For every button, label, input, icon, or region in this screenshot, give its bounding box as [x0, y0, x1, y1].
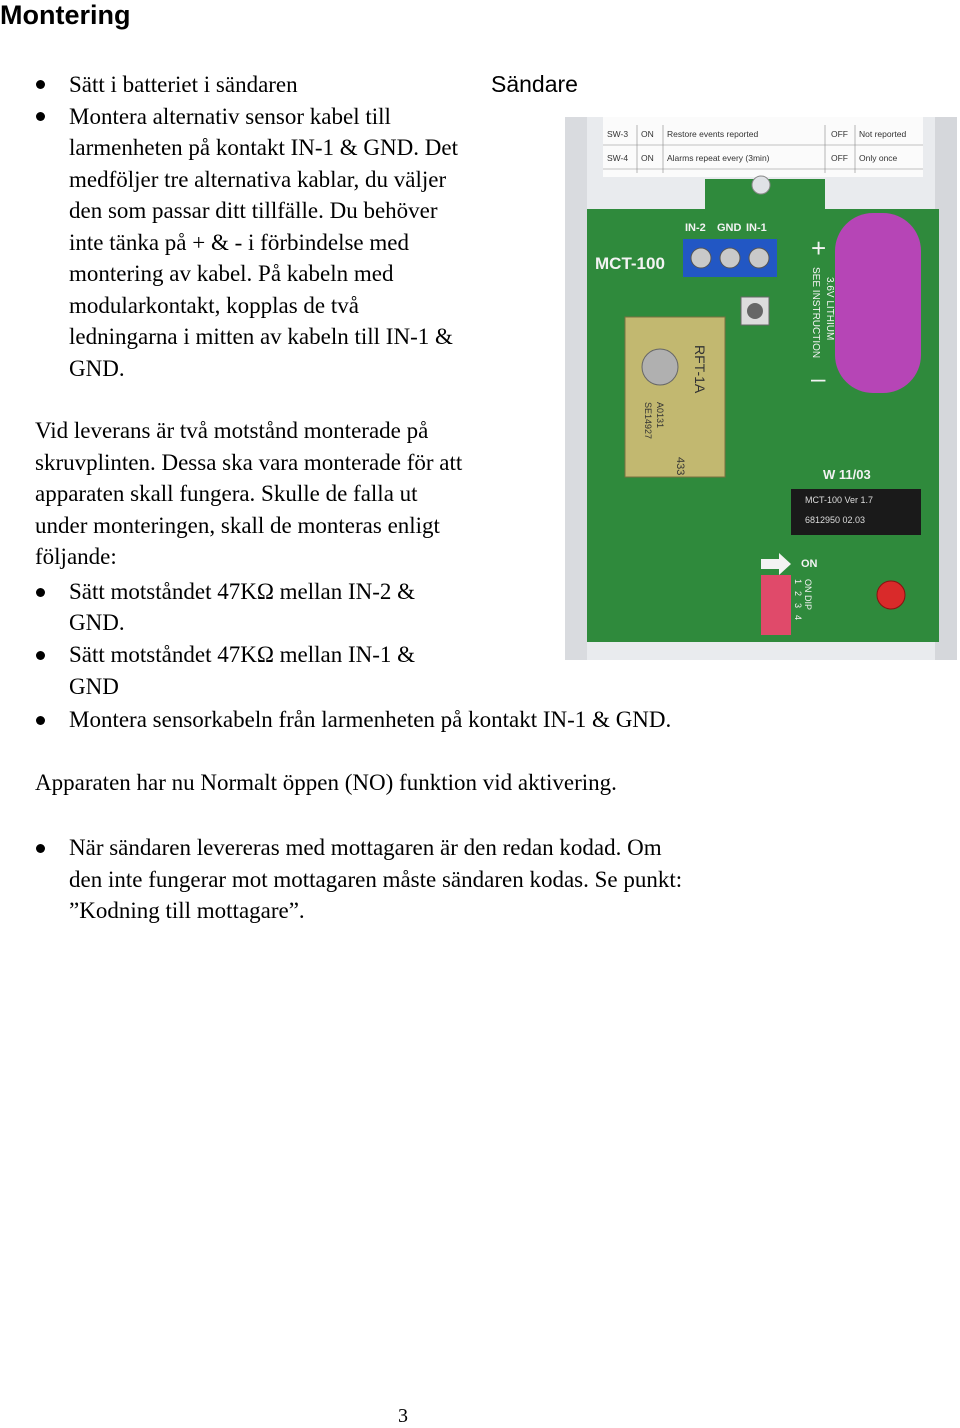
rf-module-serial: SE14927	[643, 402, 653, 440]
paragraph-line: Apparaten har nu Normalt öppen (NO) funktion vid aktivering.	[35, 770, 617, 795]
bullet	[36, 80, 45, 89]
dip-on-label: ON	[801, 558, 818, 570]
rf-module-lot: A0131	[655, 402, 665, 429]
switch-table-cell: SW-4	[607, 153, 629, 163]
bullet-text: Sätt motståndet 47KΩ mellan IN-1 &	[69, 642, 416, 667]
rf-module-code: 433	[674, 457, 686, 476]
paragraph-line: följande:	[35, 544, 117, 569]
battery-minus: –	[811, 363, 826, 393]
terminal-label: IN-2	[685, 222, 706, 234]
switch-table-cell: Alarms repeat every (3min)	[667, 153, 770, 163]
mounting-hole	[752, 176, 770, 194]
chip-label: MCT-100 Ver 1.7	[805, 495, 874, 505]
switch-table-cell: Not reported	[859, 129, 907, 139]
chip-date: W 11/03	[823, 467, 871, 482]
bullet-text: Sätt motståndet 47KΩ mellan IN-2 &	[69, 579, 416, 604]
switch-table-cell: ON	[641, 129, 654, 139]
bullet-text: den inte fungerar mot mottagaren måste sändaren kodas. Se punkt:	[69, 867, 683, 892]
paragraph-line: skruvplinten. Dessa ska vara monterade för att	[35, 450, 463, 475]
bullet-text: När sändaren levereras med mottagaren är den redan kodad. Om	[69, 835, 662, 860]
terminal-label: GND	[717, 222, 742, 234]
page-number: 3	[398, 1405, 408, 1427]
dip-number: 3	[793, 603, 803, 609]
battery-label: 3.6V LITHIUM	[824, 277, 835, 341]
dip-label: ON DIP	[803, 579, 813, 611]
dip-number: 2	[793, 591, 803, 597]
bullet-text: Montera alternativ sensor kabel till	[69, 104, 391, 129]
switch-label	[603, 117, 923, 177]
switch-table-cell: Restore events reported	[667, 129, 759, 139]
bullet-text: ledningarna i mitten av kabeln till IN-1 &	[69, 324, 453, 349]
switch-table-cell: OFF	[831, 129, 848, 139]
bullet	[36, 651, 45, 660]
transmitter-board-photo	[565, 117, 957, 660]
bullet-text: GND.	[69, 356, 125, 381]
bullet	[36, 112, 45, 121]
bullet-text: GND.	[69, 610, 125, 635]
model-label: MCT-100	[595, 254, 665, 273]
instruction-label: SEE INSTRUCTION	[810, 267, 821, 359]
bullet-text: modularkontakt, kopplas de två	[69, 293, 359, 318]
bullet-text: larmenheten på kontakt IN-1 & GND. Det	[69, 135, 458, 160]
bullet-text: medföljer tre alternativa kablar, du väljer	[69, 167, 447, 192]
paragraph-line: Vid leverans är två motstånd monterade på	[35, 418, 429, 443]
rf-module	[625, 317, 725, 477]
paragraph-line: under monteringen, skall de monteras enligt	[35, 513, 440, 538]
bullet-text: montering av kabel. På kabeln med	[69, 261, 394, 286]
rf-module-label: RFT-1A	[692, 345, 708, 394]
terminal-label: IN-1	[746, 222, 767, 234]
battery	[835, 213, 921, 393]
bullet-text: den som passar ditt tillfälle. Du behöver	[69, 198, 438, 223]
switch-table-cell: OFF	[831, 153, 848, 163]
bullet-text: Montera sensorkabeln från larmenheten på kontakt IN-1 & GND.	[69, 707, 672, 732]
bullet	[36, 844, 45, 853]
bullet	[36, 588, 45, 597]
bullet-text: inte tänka på + & - i förbindelse med	[69, 230, 409, 255]
battery-plus: +	[811, 233, 827, 263]
chip-code: 6812950 02.03	[805, 515, 866, 525]
page-title: Montering	[0, 0, 131, 30]
paragraph-line: apparaten skall fungera. Skulle de falla ut	[35, 481, 418, 506]
led-icon	[877, 581, 905, 609]
switch-table-cell: Only once	[859, 153, 898, 163]
bullet-text: GND	[69, 674, 119, 699]
bullet-text: ”Kodning till mottagare”.	[69, 898, 305, 923]
switch-table-cell: ON	[641, 153, 654, 163]
dip-number: 1	[793, 579, 803, 585]
image-caption: Sändare	[491, 71, 578, 97]
dip-number: 4	[793, 615, 803, 621]
switch-table-cell: SW-3	[607, 129, 629, 139]
dip-switch	[761, 575, 791, 635]
bullet	[36, 716, 45, 725]
bullet-text: Sätt i batteriet i sändaren	[69, 72, 298, 97]
